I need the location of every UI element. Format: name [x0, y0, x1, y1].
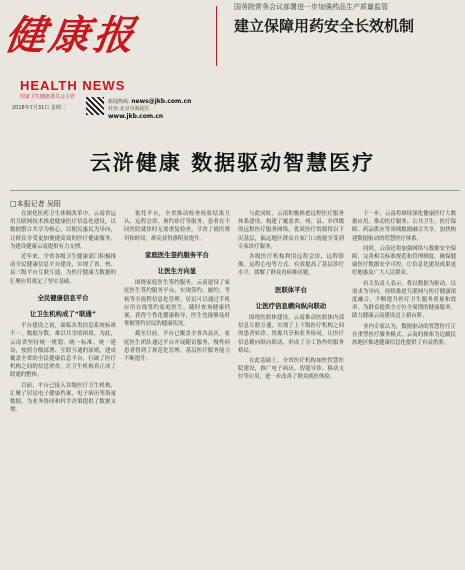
article-paragraph: 依托平台，全省推动检查检验结果互认、远程会诊、预约诊疗等服务，患者在不同医院就诊时无需重复检查，节省了就医费用和时间，群众获得感明显提升。 [124, 211, 230, 242]
logo-char: 康 [46, 11, 93, 59]
article-paragraph: 有关负责人表示，将以数据为驱动，以需求为导向，持续推进互联网与医疗健康深度融合，不断提升医疗卫生服务质量和效率，为群众提供全方位全周期的健康服务，助力健康云南建设迈上新台阶。 [352, 280, 456, 320]
masthead-article-snippet [234, 40, 462, 120]
article-column-4 [352, 210, 456, 562]
contact-info [108, 98, 218, 120]
article-column-2 [124, 210, 230, 562]
contact-address: 社址:北京市海淀区 [108, 106, 150, 112]
contact-website: www.jkb.com.cn [108, 113, 164, 120]
section-subheading: 全民健康信息平台 [37, 293, 89, 302]
article-column-1 [10, 210, 116, 562]
article-paragraph: 围绕家庭医生签约服务，云南建设了家庭医生签约服务平台，实现签约、履约、考核等全流程信息化管理。居民可以通过手机应用在线签约家庭医生，随时查询健康档案，获得个性化健康指导，医生也能够及时掌握签约居民的健康状况。 [124, 280, 230, 328]
section-subheading: 让卫生机构成了“联通” [30, 310, 96, 319]
article-paragraph: 在此基础上，全省医疗机构加快智慧医院建设，推广电子病历、智能导诊、移动支付等应用，进一步改善了群众就医体验。 [238, 358, 344, 381]
qr-code-icon [86, 97, 104, 115]
article-paragraph: 业内专家认为，数据驱动的智慧医疗正在重塑医疗服务模式，云南的探索为边疆民族地区推进健康信息化提供了有益借鉴。 [352, 323, 456, 347]
masthead-headline: 建立保障用药安全长效机制 [234, 17, 415, 35]
article-paragraph: 同时，云南还将加强网络与数据安全保障，完善相关标准规范和管理制度，确保健康医疗数据安全可控，让信息化建设成果更好地惠及广大人民群众。 [352, 245, 456, 277]
contact-label: 新闻热线: [108, 99, 130, 105]
section-subheading: 让医疗信息横向纵向联动 [255, 301, 327, 310]
top-headline: 国务院常务会议部署进一步加强药品生产质量监管 [234, 3, 388, 11]
article-paragraph: 在深化医药卫生体制改革中，云南省运用互联网技术推进健康医疗信息化建设，以数据整合共享为核心，以便民惠民为导向，让群众享受更加便捷高效的医疗健康服务，为建设健康云南提供有力支撑。 [10, 211, 116, 250]
article-paragraph: 围绕医联体建设，云南推动医联体内部信息互联互通，实现了上下级医疗机构之间的患者转诊、资源共享和业务协同，让医疗信息横向纵向联动，形成了分工协作的服务格局。 [238, 315, 344, 354]
issue-date: 2018年7月31日 星期二 [12, 105, 66, 111]
article-paragraph: 下一步，云南将继续深化健康医疗大数据应用，推动医疗服务、公共卫生、医疗保障、药品供应等领域数据融合共享，加快构建数据驱动的智慧医疗体系。 [352, 211, 456, 242]
masthead-divider [216, 6, 217, 66]
article-title: 云浒健康 数据驱动智慧医疗 [89, 151, 376, 175]
title-rule [10, 190, 460, 191]
logo-subtitle: 国家卫生健康委员会主管 [20, 94, 76, 100]
contact-email: news@jkb.com.cn [131, 98, 192, 105]
article-byline: □本报记者 吴阳 [10, 200, 61, 208]
logo-char: 报 [90, 11, 137, 59]
section-subheading: 让医生方向显 [157, 267, 197, 276]
logo-char: 健 [2, 11, 49, 59]
article-column-3 [238, 210, 344, 562]
section-subheading: 医联体平台 [275, 285, 307, 294]
newspaper-logo [2, 2, 211, 62]
article-paragraph: 各级医疗机构利用远程会诊、远程影像、远程心电等方式，有效提高了基层诊疗水平，缓解了群众看病难问题。 [238, 254, 344, 277]
masthead [0, 0, 465, 122]
article-paragraph: 目前，平台已接入各级医疗卫生机构，汇聚了居民电子健康档案、电子病历等海量数据，为业务协同和科学决策提供了数据支撑。 [10, 382, 116, 414]
article-paragraph: 与此同时，云南积极推进远程医疗服务体系建设，构建了覆盖省、州、县、乡四级的远程医疗服务网络，优质医疗资源得以下沉基层，偏远地区群众在家门口就能享受到专家诊疗服务。 [238, 211, 344, 250]
logo-english: HEALTH NEWS [20, 78, 126, 93]
section-subheading: 家庭医生签约服务平台 [145, 250, 209, 259]
article-paragraph: 近年来，全省各级卫生健康部门积极推动全民健康信息平台建设，实现了省、州、县三级平台互联互通，为医疗健康大数据的汇聚应用奠定了坚实基础。 [10, 254, 116, 285]
article-paragraph: 平台建设之初，面临各类信息系统标准不一、数据分散、难以共享的困境。为此，云南省坚持统一规划、统一标准、统一建设，按照分级部署、互联互通的原则，建成覆盖全省的全民健康信息平台，打破了医疗机构之间的信息壁垒，让卫生机构真正成了联通的整体。 [10, 323, 116, 379]
article-paragraph: 截至目前，平台已覆盖全省各县区，家庭医生团队通过平台开展随访服务，慢性病患者得到了规范化管理，基层医疗服务能力不断提升。 [124, 331, 230, 363]
